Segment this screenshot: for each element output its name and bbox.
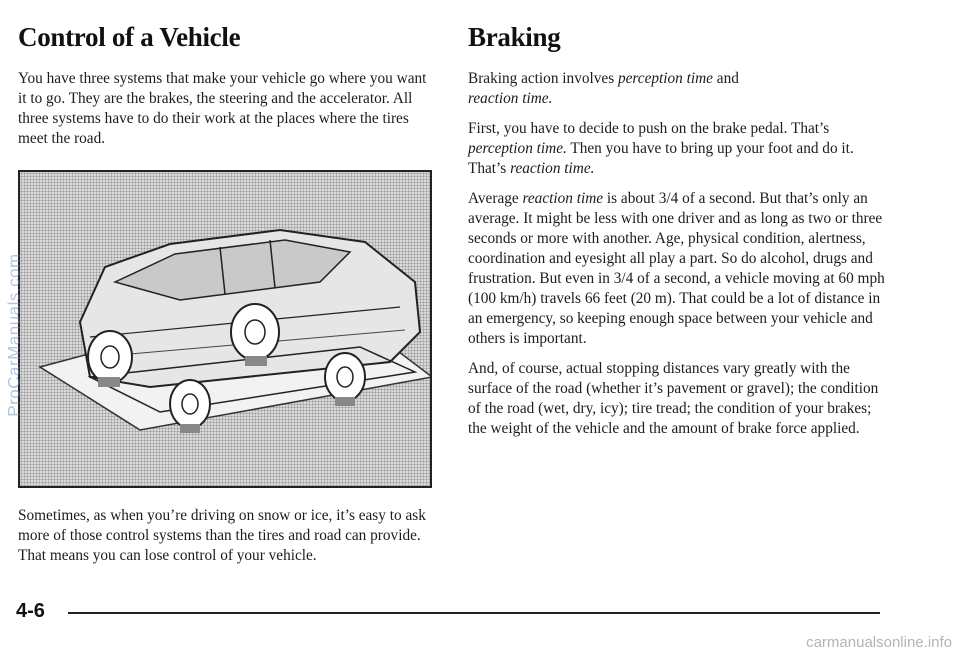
page-number: 4-6 (16, 600, 45, 622)
left-bottom-text (18, 506, 448, 576)
braking-paragraph-2: First, you have to decide to push on the brake pedal. That’s perception time. Then you have to bring up your foot and do it. That’s reaction time. (468, 120, 854, 177)
side-watermark: ProCarManuals.com (5, 253, 25, 417)
section-title-control: Control of a Vehicle (18, 22, 241, 52)
vehicle-drawing (20, 172, 432, 488)
left-column (18, 22, 438, 159)
wheel-rear-right (170, 380, 210, 428)
vehicle-illustration (18, 170, 432, 488)
wheel-rear-left (88, 331, 132, 383)
right-column (468, 22, 888, 449)
intro-paragraph: You have three systems that make your vehicle go where you want it to go. They are the brakes, the steering and the accelerator. All three systems have to do their work at the places where the tires meet the road. (18, 70, 427, 147)
footer-watermark: carmanualsonline.info (806, 634, 952, 651)
braking-paragraph-3: Average reaction time is about 3/4 of a second. But that’s only an average. It might be less with one driver and as long as two or three seconds or more with another. Age, physical condition, alertness, coordination and eyesight all play a part. So do alcohol, drugs and frustration. But even in 3/4 of a second, a vehicle moving at 60 mph (100 km/h) travels 66 feet (20 m). That could be a lot of distance in an emergency, so keeping enough space between your vehicle and others is important. (468, 190, 885, 347)
footer-rule (68, 612, 880, 614)
braking-paragraph-1: Braking action involves perception time and reaction time. (468, 70, 739, 107)
section-title-braking: Braking (468, 22, 561, 52)
contact-patch (98, 377, 120, 387)
braking-paragraph-4: And, of course, actual stopping distances vary greatly with the surface of the road (whether it’s pavement or gravel); the condition of the road (wet, dry, icy); tire tread; the condition of your brakes; the weight of the vehicle and the amount of brake force applied. (468, 360, 879, 437)
wheel-front-right (325, 353, 365, 401)
control-warning-paragraph: Sometimes, as when you’re driving on snow or ice, it’s easy to ask more of those control systems than the tires and road can provide. That means you can lose control of your vehicle. (18, 507, 426, 564)
wheel-front-left (231, 304, 279, 360)
